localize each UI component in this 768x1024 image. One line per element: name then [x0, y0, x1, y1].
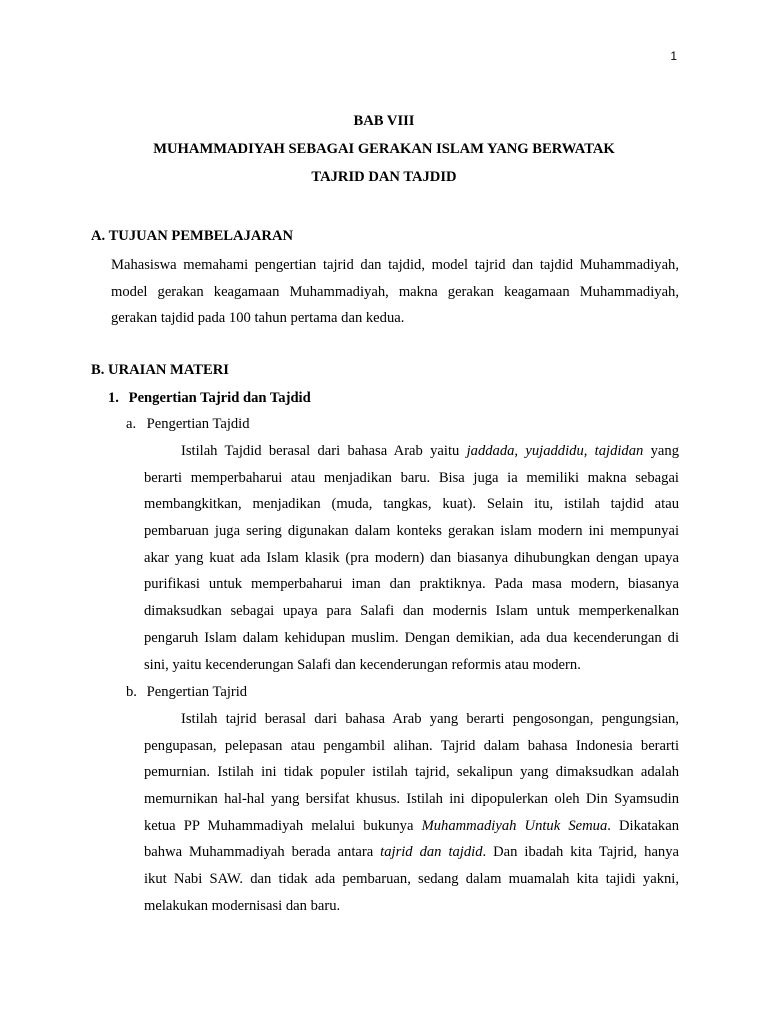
- chapter-title-line-1: MUHAMMADIYAH SEBAGAI GERAKAN ISLAM YANG BERWATAK: [153, 141, 615, 157]
- chapter-label: BAB VIII: [353, 113, 415, 129]
- item-a-line: Istilah Tajdid berasal dari bahasa Arab yaitu jaddada, yujaddidu, tajdidan yang: [181, 443, 679, 459]
- item-b-letter: b.: [126, 684, 137, 700]
- section-a-line: Mahasiswa memahami pengertian tajrid dan tajdid, model tajrid dan tajdid Muhammadiyah,: [111, 257, 679, 273]
- item-b-line: pemurnian. Istilah ini tidak populer istilah tajrid, sekalipun yang dimaksudkan adalah: [144, 764, 679, 781]
- item-a-paragraph: [144, 438, 679, 678]
- section-a-heading: A. TUJUAN PEMBELAJARAN: [91, 228, 294, 244]
- section-a-paragraph: [111, 252, 679, 332]
- item-b-line: melakukan modernisasi dan baru.: [144, 897, 341, 914]
- page-number: 1: [670, 49, 677, 63]
- subsection-1-number: 1.: [108, 390, 119, 406]
- book-title: Muhammadiyah Untuk Semua: [421, 817, 608, 834]
- item-a-heading: [126, 414, 250, 434]
- item-a-italic-terms: jaddada, yujaddidu, tajdidan: [466, 443, 644, 459]
- subsection-1-title: Pengertian Tajrid dan Tajdid: [128, 390, 311, 406]
- item-b-line: pengupasan, pelepasan atau pengambil alihan. Tajrid dalam bahasa Indonesia berarti: [144, 737, 679, 754]
- item-a-line: sini, yaitu kecenderungan Salafi dan kecenderungan reformis atau modern.: [144, 656, 581, 673]
- item-a-title: Pengertian Tajdid: [146, 416, 250, 432]
- item-b-paragraph: [144, 706, 679, 920]
- italic-phrase: tajrid dan tajdid: [380, 844, 483, 861]
- section-a-line: model gerakan keagamaan Muhammadiyah, makna gerakan keagamaan Muhammadiyah,: [111, 283, 679, 300]
- item-b-line: bahwa Muhammadiyah berada antara tajrid dan tajdid. Dan ibadah kita Tajrid, hanya: [144, 844, 679, 861]
- item-b-heading: [126, 682, 247, 702]
- item-a-line: dimaksudkan sebagai upaya para Salafi dan modernis Islam untuk memperkenalkan: [144, 603, 679, 620]
- item-a-line: akar yang kuat ada Islam klasik (pra modern) dan biasanya dihubungkan dengan upaya: [144, 549, 679, 566]
- item-b-title: Pengertian Tajrid: [146, 684, 248, 700]
- section-b-heading: B. URAIAN MATERI: [91, 362, 229, 378]
- item-a-letter: a.: [126, 416, 137, 432]
- item-a-line: berarti memperbaharui atau menjadikan baru. Bisa juga ia memiliki makna sebagai: [144, 469, 679, 486]
- section-a-line: gerakan tajdid pada 100 tahun pertama dan kedua.: [111, 310, 405, 327]
- item-a-line: membangkitkan, menjadikan (muda, tangkas, kuat). Selain itu, istilah tajdid atau: [144, 496, 679, 513]
- item-b-line: Istilah tajrid berasal dari bahasa Arab yang berarti pengosongan, pengungsian,: [181, 711, 679, 727]
- chapter-title-block: [0, 107, 768, 191]
- chapter-title-line-2: TAJRID DAN TAJDID: [311, 169, 457, 185]
- item-a-line: pembaruan juga sering digunakan dalam konteks gerakan islam modern ini mempunyai: [144, 523, 679, 540]
- item-a-line: purifikasi untuk memperbaharui iman dan praktiknya. Pada masa modern, biasanya: [144, 576, 679, 593]
- item-b-line: ikut Nabi SAW. dan tidak ada pembaruan, sedang dalam muamalah kita tajidi yakni,: [144, 871, 679, 888]
- item-b-line: memurnikan hal-hal yang bersifat khusus. Istilah ini dipopulerkan oleh Din Syamsudin: [144, 791, 679, 808]
- item-b-line: ketua PP Muhammadiyah melalui bukunya Muhammadiyah Untuk Semua. Dikatakan: [144, 817, 679, 834]
- item-a-line: pengaruh Islam dalam kehidupan muslim. Dengan demikian, ada dua kecenderungan di: [144, 629, 679, 646]
- subsection-1-heading: [108, 388, 311, 408]
